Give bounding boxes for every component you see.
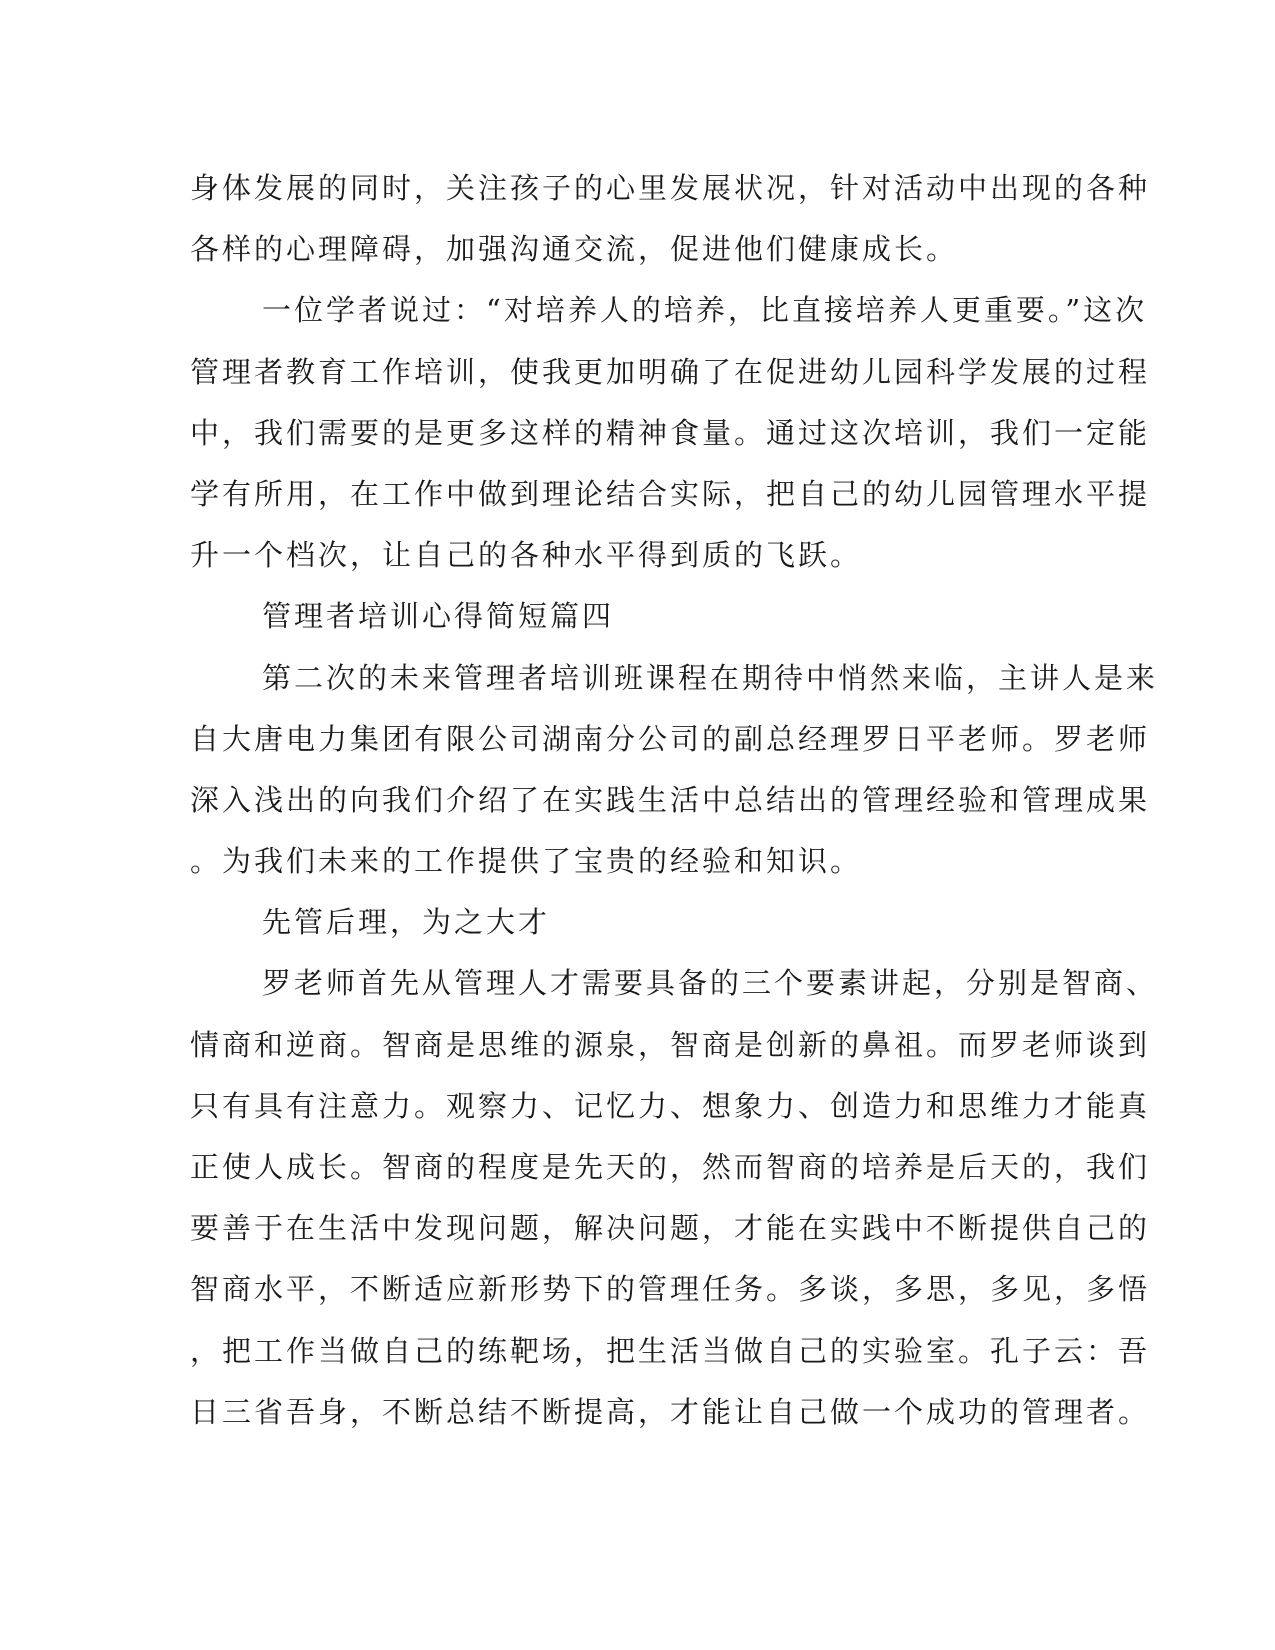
text-line: 第二次的未来管理者培训班课程在期待中悄然来临，主讲人是来: [262, 660, 1159, 695]
text-line: 只有具有注意力。观察力、记忆力、想象力、创造力和思维力才能真: [190, 1088, 1151, 1123]
text-line: 情商和逆商。智商是思维的源泉，智商是创新的鼻祖。而罗老师谈到: [190, 1027, 1151, 1062]
text-line: 日三省吾身，不断总结不断提高，才能让自己做一个成功的管理者。: [190, 1394, 1151, 1429]
text-line: 罗老师首先从管理人才需要具备的三个要素讲起，分别是智商、: [262, 966, 1159, 1001]
text-line: 。为我们未来的工作提供了宝贵的经验和知识。: [190, 844, 863, 879]
subsection-heading: 先管后理，为之大才: [262, 905, 551, 940]
text-line: ，把工作当做自己的练靶场，把生活当做自己的实验室。孔子云：吾: [190, 1333, 1151, 1368]
text-line: 各样的心理障碍，加强沟通交流，促进他们健康成长。: [190, 232, 959, 267]
text-line: 中，我们需要的是更多这样的精神食量。通过这次培训，我们一定能: [190, 415, 1151, 450]
text-line: 学有所用，在工作中做到理论结合实际，把自己的幼儿园管理水平提: [190, 476, 1151, 511]
text-line: 一位学者说过：“对培养人的培养，比直接培养人更重要。”这次: [262, 293, 1148, 328]
text-line: 管理者教育工作培训，使我更加明确了在促进幼儿园科学发展的过程: [190, 354, 1151, 389]
text-line: 升一个档次，让自己的各种水平得到质的飞跃。: [190, 538, 863, 573]
text-line: 智商水平，不断适应新形势下的管理任务。多谈，多思，多见，多悟: [190, 1272, 1151, 1307]
text-line: 身体发展的同时，关注孩子的心里发展状况，针对活动中出现的各种: [190, 171, 1151, 205]
section-heading: 管理者培训心得简短篇四: [262, 599, 615, 634]
text-line: 要善于在生活中发现问题，解决问题，才能在实践中不断提供自己的: [190, 1211, 1151, 1246]
text-line: 深入浅出的向我们介绍了在实践生活中总结出的管理经验和管理成果: [190, 782, 1151, 817]
document-body: [190, 158, 1159, 1443]
text-line: 自大唐电力集团有限公司湖南分公司的副总经理罗日平老师。罗老师: [190, 721, 1151, 756]
text-line: 正使人成长。智商的程度是先天的，然而智商的培养是后天的，我们: [190, 1150, 1151, 1184]
